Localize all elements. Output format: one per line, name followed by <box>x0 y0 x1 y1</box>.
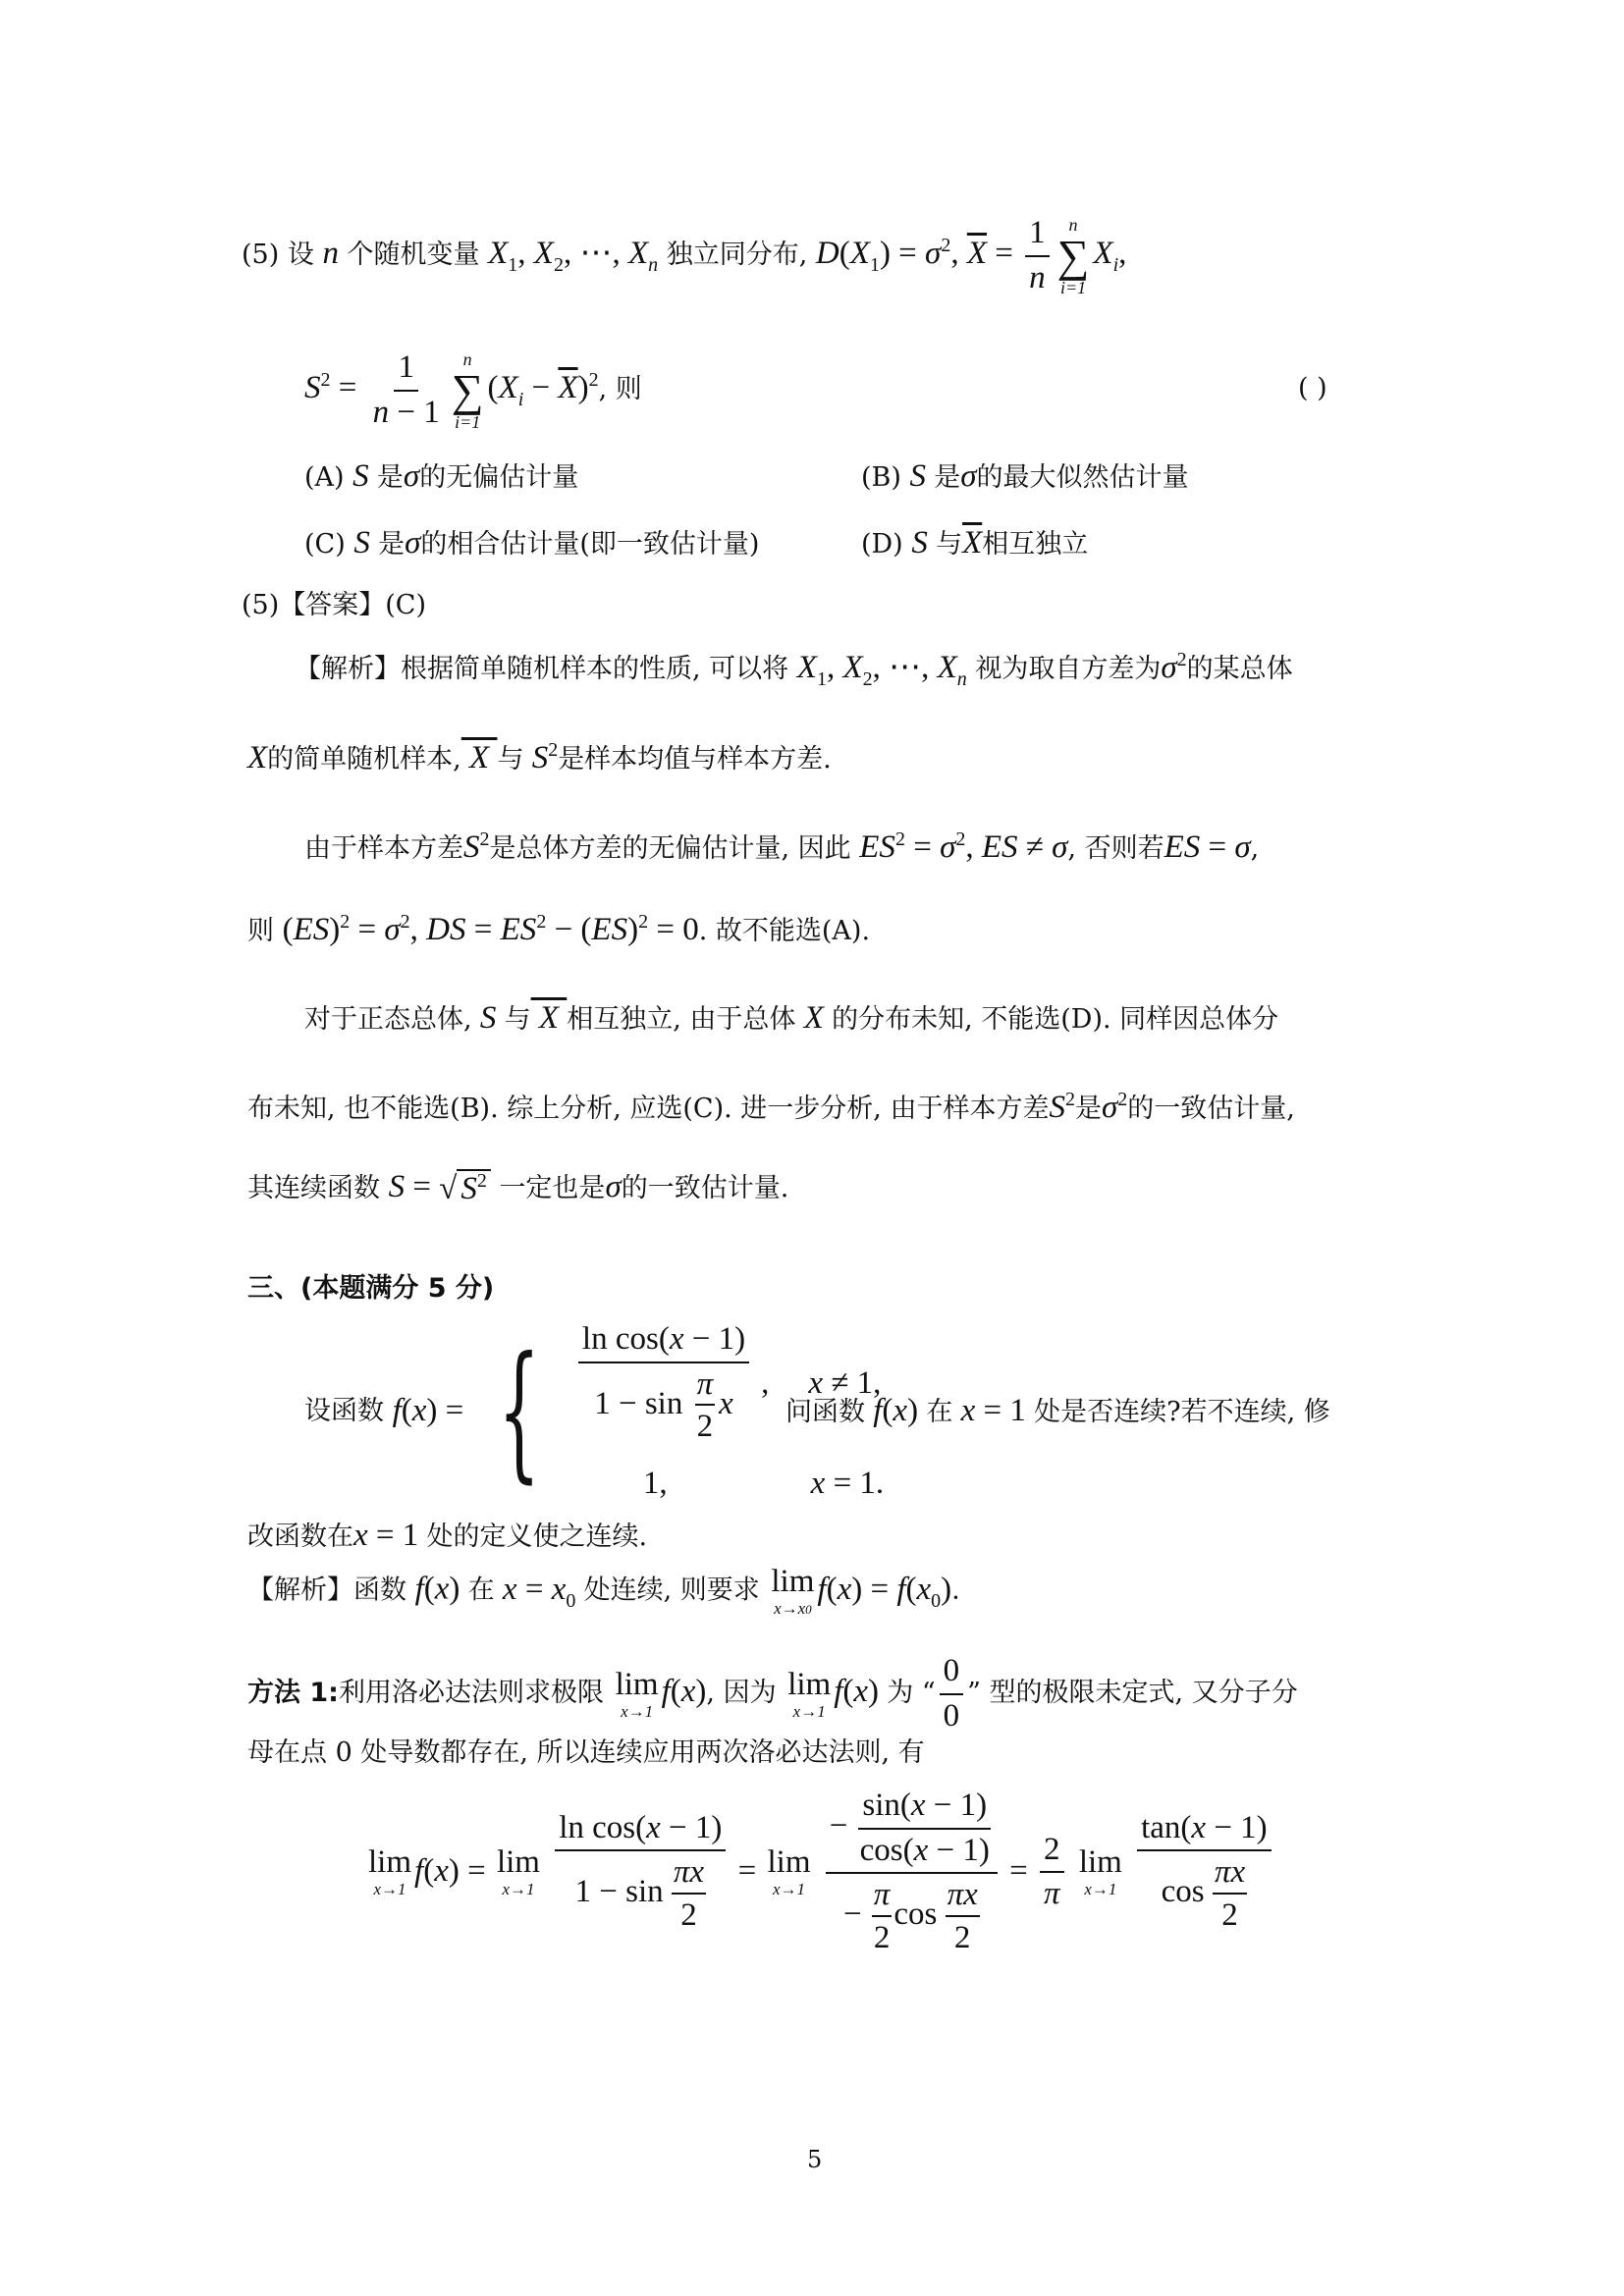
analysis-line1: 【解析】根据简单随机样本的性质, 可以将 $X_1$, $X_2$, ⋯, $X_n$ 视为取自方差为$\sigma^2$的某总体 <box>295 649 1293 690</box>
analysis-line2: X的简单随机样本, X 与 $S^2$是样本均值与样本方差. <box>247 739 832 775</box>
question-5-line2: $S^2$ = $\frac{1}{n - 1}$ n ∑ i=1 $(X_i - \overline{X})^2$, 则 <box>304 348 642 432</box>
page-number: 5 <box>807 2146 823 2173</box>
method-1-line1: 方法 1:利用洛必达法则求极限 lim x→1 f(x), 因为 lim x→1 f(x) 为 “ $\frac{0}{0}$ ” 型的极限未定式, 又分子分 <box>247 1653 1298 1734</box>
analysis-line7: 其连续函数 S = √ $S^2$ 一定也是σ的一致估计量. <box>247 1169 789 1207</box>
option-a: (A) S 是σ的无偏估计量 <box>304 458 579 494</box>
section-3-question: 问函数 f(x) 在 x = 1 处是否连续?若不连续, 修 <box>785 1393 1330 1428</box>
option-d: (D) S 与$\overline{X}$相互独立 <box>861 525 1089 561</box>
option-c: (C) S 是σ的相合估计量(即一致估计量) <box>304 525 760 561</box>
analysis-line3: 由于样本方差$S^2$是总体方差的无偏估计量, 因此 $ES^2 = \sigma^2$, ES ≠ σ, 否则若ES = σ, <box>304 828 1260 865</box>
section-3-title: 三、(本题满分 5 分) <box>247 1273 495 1304</box>
answer-label: (5)【答案】(C) <box>242 590 426 620</box>
question-5-line1: (5) 设 n 个随机变量 $X_1$, $X_2$, ⋯, $X_n$ 独立同分布, $D(X_1) = \sigma^2$, $\overline{X}$ = $\frac{1}{n}$ n ∑ i=1 $X_i$, <box>242 214 1127 297</box>
option-b: (B) S 是σ的最大似然估计量 <box>861 458 1189 494</box>
analysis-line6: 布未知, 也不能选(B). 综上分析, 应选(C). 进一步分析, 由于样本方差$S^2$是$\sigma^2$的一致估计量, <box>247 1089 1295 1125</box>
limit-equation: lim x→1 f(x) = lim x→1 ln cos(x − 1) 1 − sin $\frac{\pi x}{2}$ = lim x→1 − $\frac{\sin(x - 1)}{\cos(x - 1)}$ − $\frac{\pi}{2}$ cos $\frac{\pi x}{2}$ = $\frac{2}{\pi}$ lim x→1 tan(x − 1) cos $\frac{\pi x}{2}$ <box>365 1787 1275 1957</box>
analysis-line4: 则 $(ES)^2 = \sigma^2$, DS = $ES^2 - (ES)^2 = 0$. 故不能选(A). <box>247 911 871 947</box>
method-1-line2: 母在点 0 处导数都存在, 所以连续应用两次洛必达法则, 有 <box>247 1737 925 1768</box>
analysis-line5: 对于正态总体, S 与 X 相互独立, 由于总体 X 的分布未知, 不能选(D). 同样因总体分 <box>304 1000 1279 1036</box>
solution-line1: 【解析】函数 f(x) 在 $x = x_0$ 处连续, 则要求 lim x→x0 $f(x) = f(x_0)$. <box>247 1564 960 1618</box>
method-1-label: 方法 1: <box>247 1678 339 1709</box>
section-3-question-cont: 改函数在x = 1 处的定义使之连续. <box>247 1518 648 1553</box>
section-3-function-def: 设函数 f(x) = { ln cos(x − 1) 1 − sin $\frac{\pi}{2}$ x , x ≠ 1, 1, x = 1. <box>304 1321 885 1501</box>
answer-parentheses: ( ) <box>1298 373 1327 403</box>
question-number: (5) <box>242 240 280 271</box>
